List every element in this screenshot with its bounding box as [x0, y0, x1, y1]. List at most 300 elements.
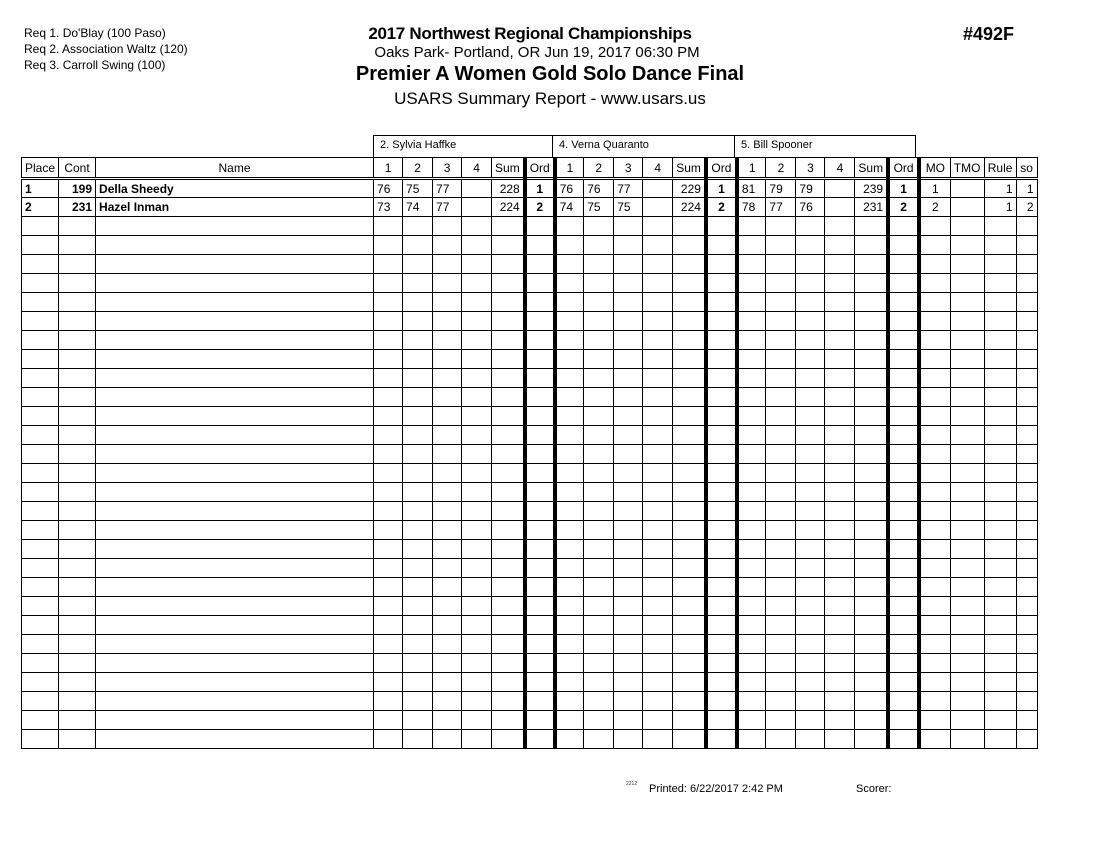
col-j3-2: 2 [766, 158, 796, 179]
empty-cell [96, 293, 374, 312]
empty-cell [643, 559, 673, 578]
empty-cell [59, 426, 96, 445]
empty-cell [673, 426, 706, 445]
empty-cell [706, 312, 737, 331]
score-cell: 79 [796, 179, 825, 198]
empty-cell [643, 350, 673, 369]
empty-cell [737, 711, 766, 730]
empty-cell [462, 236, 492, 255]
empty-cell [525, 711, 555, 730]
empty-cell [59, 331, 96, 350]
empty-cell [59, 692, 96, 711]
empty-cell [22, 407, 59, 426]
empty-cell [433, 635, 462, 654]
empty-cell [706, 711, 737, 730]
empty-cell [555, 483, 584, 502]
empty-cell [855, 426, 888, 445]
empty-cell [950, 559, 984, 578]
empty-cell [825, 559, 855, 578]
empty-cell [22, 445, 59, 464]
empty-cell [643, 369, 673, 388]
empty-cell [492, 578, 525, 597]
empty-cell [643, 635, 673, 654]
empty-cell [825, 217, 855, 236]
competition-title: 2017 Northwest Regional Championships [368, 24, 692, 43]
empty-cell [984, 654, 1016, 673]
empty-cell [59, 274, 96, 293]
empty-cell [96, 711, 374, 730]
empty-cell [855, 445, 888, 464]
score-cell [825, 198, 855, 217]
empty-cell [96, 236, 374, 255]
empty-cell [403, 559, 433, 578]
empty-cell [737, 255, 766, 274]
score-cell: 76 [584, 179, 614, 198]
place-cell: 2 [22, 198, 59, 217]
empty-cell [950, 407, 984, 426]
empty-cell [614, 597, 643, 616]
empty-cell [1016, 521, 1037, 540]
empty-cell [96, 692, 374, 711]
report-title: USARS Summary Report - www.usars.us [394, 89, 706, 108]
empty-cell [403, 673, 433, 692]
empty-cell [462, 464, 492, 483]
empty-cell [525, 331, 555, 350]
empty-cell [919, 578, 950, 597]
empty-cell [796, 597, 825, 616]
col-j2-2: 2 [584, 158, 614, 179]
empty-cell [433, 521, 462, 540]
empty-cell [919, 711, 950, 730]
empty-cell [96, 540, 374, 559]
empty-cell [796, 654, 825, 673]
empty-cell [1016, 312, 1037, 331]
empty-cell [492, 255, 525, 274]
empty-cell [614, 578, 643, 597]
table-row-empty [22, 635, 1038, 654]
empty-cell [766, 217, 796, 236]
empty-cell [825, 616, 855, 635]
empty-cell [525, 502, 555, 521]
score-cell: 75 [403, 179, 433, 198]
empty-cell [855, 578, 888, 597]
empty-cell [59, 350, 96, 369]
empty-cell [796, 521, 825, 540]
table-row-empty [22, 521, 1038, 540]
empty-cell [643, 578, 673, 597]
empty-cell [766, 559, 796, 578]
empty-cell [643, 331, 673, 350]
empty-cell [984, 331, 1016, 350]
col-name: Name [96, 158, 374, 179]
empty-cell [492, 274, 525, 293]
empty-cell [950, 635, 984, 654]
empty-cell [59, 236, 96, 255]
empty-cell [96, 388, 374, 407]
empty-cell [614, 312, 643, 331]
empty-cell [525, 236, 555, 255]
empty-cell [984, 255, 1016, 274]
empty-cell [919, 255, 950, 274]
empty-cell [433, 312, 462, 331]
empty-cell [555, 255, 584, 274]
score-cell [643, 198, 673, 217]
score-cell: 77 [766, 198, 796, 217]
empty-cell [766, 369, 796, 388]
empty-cell [984, 521, 1016, 540]
empty-cell [673, 521, 706, 540]
empty-cell [59, 445, 96, 464]
empty-cell [59, 540, 96, 559]
table-row-empty [22, 654, 1038, 673]
empty-cell [766, 597, 796, 616]
empty-cell [643, 483, 673, 502]
empty-cell [22, 369, 59, 388]
place-cell: 1 [22, 179, 59, 198]
empty-cell [888, 730, 919, 749]
empty-cell [888, 388, 919, 407]
empty-cell [584, 502, 614, 521]
ord-cell: 2 [888, 198, 919, 217]
empty-cell [555, 388, 584, 407]
empty-cell [584, 711, 614, 730]
empty-cell [403, 540, 433, 559]
empty-cell [555, 635, 584, 654]
empty-cell [59, 255, 96, 274]
empty-cell [737, 445, 766, 464]
empty-cell [22, 540, 59, 559]
empty-cell [766, 350, 796, 369]
col-j3-3: 3 [796, 158, 825, 179]
empty-cell [950, 692, 984, 711]
empty-cell [96, 407, 374, 426]
empty-cell [1016, 236, 1037, 255]
empty-cell [766, 540, 796, 559]
empty-cell [950, 255, 984, 274]
col-mo: MO [919, 158, 950, 179]
empty-cell [855, 350, 888, 369]
empty-cell [706, 236, 737, 255]
empty-cell [643, 692, 673, 711]
empty-cell [22, 274, 59, 293]
empty-cell [433, 483, 462, 502]
empty-cell [888, 426, 919, 445]
table-row-empty [22, 730, 1038, 749]
empty-cell [643, 388, 673, 407]
empty-cell [888, 635, 919, 654]
empty-cell [888, 407, 919, 426]
empty-cell [22, 711, 59, 730]
empty-cell [1016, 673, 1037, 692]
empty-cell [525, 635, 555, 654]
empty-cell [525, 445, 555, 464]
empty-cell [919, 293, 950, 312]
empty-cell [462, 407, 492, 426]
empty-cell [706, 255, 737, 274]
empty-cell [737, 388, 766, 407]
empty-cell [950, 711, 984, 730]
empty-cell [555, 464, 584, 483]
empty-cell [888, 483, 919, 502]
empty-cell [984, 236, 1016, 255]
empty-cell [825, 464, 855, 483]
so-cell: 2 [1016, 198, 1037, 217]
empty-cell [614, 331, 643, 350]
table-row-empty [22, 274, 1038, 293]
empty-cell [96, 483, 374, 502]
empty-cell [59, 730, 96, 749]
empty-cell [919, 483, 950, 502]
col-j3-4: 4 [825, 158, 855, 179]
col-j2-sum: Sum [673, 158, 706, 179]
empty-cell [950, 483, 984, 502]
empty-cell [555, 407, 584, 426]
score-cell: 75 [614, 198, 643, 217]
table-row-empty [22, 350, 1038, 369]
empty-cell [492, 312, 525, 331]
empty-cell [462, 369, 492, 388]
empty-cell [706, 616, 737, 635]
empty-cell [96, 350, 374, 369]
empty-cell [374, 312, 403, 331]
table-row-empty [22, 407, 1038, 426]
empty-cell [1016, 388, 1037, 407]
empty-cell [984, 464, 1016, 483]
empty-cell [403, 692, 433, 711]
empty-cell [766, 445, 796, 464]
empty-cell [643, 445, 673, 464]
empty-cell [614, 521, 643, 540]
col-cont: Cont [59, 158, 96, 179]
judge-header-3: 5. Bill Spooner [734, 135, 916, 157]
empty-cell [855, 217, 888, 236]
empty-cell [614, 369, 643, 388]
empty-cell [984, 483, 1016, 502]
empty-cell [614, 730, 643, 749]
col-j2-1: 1 [555, 158, 584, 179]
empty-cell [706, 464, 737, 483]
empty-cell [796, 236, 825, 255]
empty-cell [984, 559, 1016, 578]
col-j3-1: 1 [737, 158, 766, 179]
empty-cell [403, 597, 433, 616]
empty-cell [96, 331, 374, 350]
empty-cell [433, 540, 462, 559]
empty-cell [673, 711, 706, 730]
empty-cell [96, 445, 374, 464]
empty-cell [59, 654, 96, 673]
empty-cell [403, 255, 433, 274]
empty-cell [403, 635, 433, 654]
empty-cell [525, 464, 555, 483]
empty-cell [555, 578, 584, 597]
empty-cell [462, 673, 492, 692]
empty-cell [59, 217, 96, 236]
table-row-empty [22, 578, 1038, 597]
empty-cell [855, 654, 888, 673]
empty-cell [433, 407, 462, 426]
empty-cell [706, 673, 737, 692]
empty-cell [374, 236, 403, 255]
empty-cell [796, 559, 825, 578]
empty-cell [374, 654, 403, 673]
empty-cell [643, 711, 673, 730]
empty-cell [614, 426, 643, 445]
empty-cell [1016, 274, 1037, 293]
judge-header-1: 2. Sylvia Haffke [373, 135, 553, 157]
empty-cell [919, 350, 950, 369]
empty-cell [614, 407, 643, 426]
empty-cell [855, 711, 888, 730]
empty-cell [950, 464, 984, 483]
empty-cell [706, 217, 737, 236]
empty-cell [888, 369, 919, 388]
empty-cell [1016, 293, 1037, 312]
table-row [22, 198, 1038, 217]
empty-cell [737, 464, 766, 483]
empty-cell [433, 597, 462, 616]
empty-cell [492, 616, 525, 635]
empty-cell [984, 540, 1016, 559]
col-place: Place [22, 158, 59, 179]
empty-cell [984, 369, 1016, 388]
empty-cell [673, 255, 706, 274]
empty-cell [59, 502, 96, 521]
empty-cell [706, 692, 737, 711]
empty-cell [462, 597, 492, 616]
empty-cell [673, 673, 706, 692]
empty-cell [525, 540, 555, 559]
empty-cell [374, 502, 403, 521]
empty-cell [643, 236, 673, 255]
empty-cell [825, 388, 855, 407]
empty-cell [888, 331, 919, 350]
empty-cell [919, 502, 950, 521]
sum-cell: 239 [855, 179, 888, 198]
empty-cell [950, 274, 984, 293]
empty-cell [22, 578, 59, 597]
empty-cell [706, 388, 737, 407]
empty-cell [706, 502, 737, 521]
empty-cell [403, 445, 433, 464]
empty-cell [403, 236, 433, 255]
empty-cell [706, 426, 737, 445]
empty-cell [403, 369, 433, 388]
empty-cell [737, 578, 766, 597]
empty-cell [59, 559, 96, 578]
empty-cell [492, 521, 525, 540]
empty-cell [22, 502, 59, 521]
empty-cell [96, 597, 374, 616]
empty-cell [919, 388, 950, 407]
empty-cell [96, 616, 374, 635]
empty-cell [673, 483, 706, 502]
empty-cell [919, 407, 950, 426]
empty-cell [796, 445, 825, 464]
empty-cell [614, 274, 643, 293]
empty-cell [525, 521, 555, 540]
empty-cell [706, 274, 737, 293]
empty-cell [737, 559, 766, 578]
empty-cell [796, 616, 825, 635]
empty-cell [766, 407, 796, 426]
empty-cell [796, 426, 825, 445]
empty-cell [59, 312, 96, 331]
empty-cell [706, 654, 737, 673]
empty-cell [796, 293, 825, 312]
table-row-empty [22, 369, 1038, 388]
score-cell [462, 198, 492, 217]
empty-cell [984, 407, 1016, 426]
empty-cell [919, 521, 950, 540]
column-header-row [22, 158, 1038, 179]
empty-cell [950, 293, 984, 312]
table-row-empty [22, 293, 1038, 312]
empty-cell [796, 274, 825, 293]
empty-cell [1016, 711, 1037, 730]
empty-cell [855, 483, 888, 502]
empty-cell [492, 464, 525, 483]
empty-cell [59, 483, 96, 502]
empty-cell [555, 597, 584, 616]
empty-cell [1016, 692, 1037, 711]
empty-cell [825, 692, 855, 711]
empty-cell [462, 521, 492, 540]
empty-cell [403, 293, 433, 312]
empty-cell [403, 388, 433, 407]
empty-cell [22, 597, 59, 616]
empty-cell [950, 597, 984, 616]
empty-cell [673, 692, 706, 711]
empty-cell [796, 350, 825, 369]
event-number: #492F [963, 24, 1015, 44]
empty-cell [673, 616, 706, 635]
empty-cell [403, 407, 433, 426]
empty-cell [525, 350, 555, 369]
col-j1-sum: Sum [492, 158, 525, 179]
empty-cell [737, 540, 766, 559]
empty-cell [403, 654, 433, 673]
empty-cell [374, 445, 403, 464]
empty-cell [584, 388, 614, 407]
empty-cell [855, 616, 888, 635]
table-row [22, 179, 1038, 198]
empty-cell [584, 293, 614, 312]
empty-cell [888, 293, 919, 312]
empty-cell [796, 635, 825, 654]
empty-cell [374, 635, 403, 654]
empty-cell [766, 616, 796, 635]
empty-cell [825, 236, 855, 255]
empty-cell [525, 654, 555, 673]
empty-cell [555, 673, 584, 692]
empty-cell [584, 331, 614, 350]
empty-cell [984, 578, 1016, 597]
table-row-empty [22, 692, 1038, 711]
empty-cell [96, 502, 374, 521]
score-cell: 76 [374, 179, 403, 198]
empty-cell [888, 673, 919, 692]
empty-cell [22, 521, 59, 540]
empty-cell [433, 445, 462, 464]
empty-cell [737, 521, 766, 540]
empty-cell [59, 578, 96, 597]
empty-cell [706, 730, 737, 749]
empty-cell [433, 502, 462, 521]
empty-cell [673, 312, 706, 331]
empty-cell [584, 350, 614, 369]
empty-cell [950, 502, 984, 521]
